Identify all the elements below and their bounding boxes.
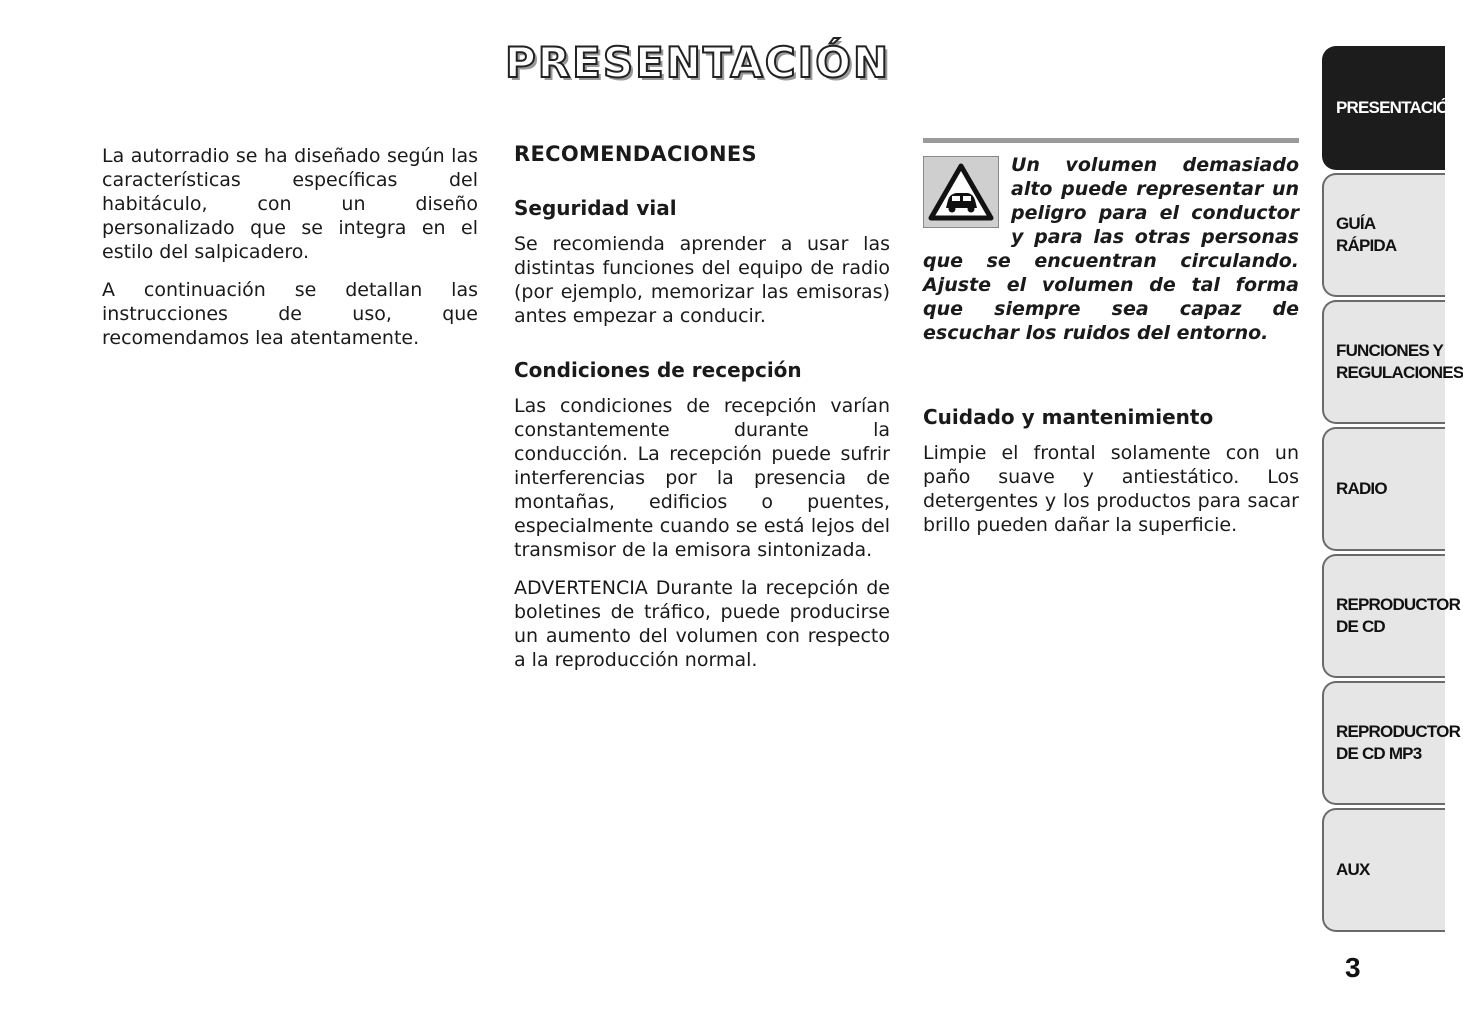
page-title: PRESENTACIÓN [505, 38, 891, 87]
car-warning-triangle-icon [923, 156, 999, 228]
tab-reproductor-cd[interactable]: REPRODUCTOR DE CD [1322, 554, 1445, 678]
section-heading: RECOMENDACIONES [514, 142, 757, 166]
tab-presentacion[interactable]: PRESENTACIÓN [1322, 46, 1445, 170]
tab-funciones-regulaciones[interactable]: FUNCIONES Y REGULACIONES [1322, 300, 1445, 424]
page-number: 3 [1345, 952, 1361, 983]
warning-text: Un volumen demasiado alto puede representar un peligro para el conductor y para las otras personas que se encuentran circulando. Ajuste el volumen de tal forma que siempre sea capaz de escuchar los ruidos del entorno. [923, 154, 1299, 344]
body-paragraph: Limpie el frontal solamente con un paño suave y antiestático. Los detergentes y los productos para sacar brillo pueden dañar la superficie. [923, 442, 1299, 536]
intro-paragraph: A continuación se detallan las instrucciones de uso, que recomendamos lea atentamente. [102, 279, 478, 349]
warning-box [923, 153, 1299, 345]
warning-column [923, 138, 1299, 551]
warning-divider [923, 138, 1299, 143]
body-paragraph: Se recomienda aprender a usar las distintas funciones del equipo de radio (por ejemplo, memorizar las emisoras) antes empezar a conducir. [514, 233, 890, 327]
tab-guia-rapida[interactable]: GUÍA RÁPIDA [1322, 173, 1445, 297]
chapter-tabs [1322, 46, 1463, 935]
recommendations-column [514, 142, 890, 686]
subsection-heading: Cuidado y mantenimiento [923, 405, 1214, 429]
intro-column [102, 144, 478, 364]
intro-paragraph: La autorradio se ha diseñado según las características específicas del habitáculo, con un diseño personalizado que se integra en el estilo del salpicadero. [102, 145, 478, 263]
tab-reproductor-cd-mp3[interactable]: REPRODUCTOR DE CD MP3 [1322, 681, 1445, 805]
advertencia-paragraph: ADVERTENCIA Durante la recepción de boletines de tráfico, puede producirse un aumento del volumen con respecto a la reproducción normal. [514, 577, 890, 671]
subsection-heading: Condiciones de recepción [514, 358, 802, 382]
tab-aux[interactable]: AUX [1322, 808, 1445, 932]
body-paragraph: Las condiciones de recepción varían constantemente durante la conducción. La recepción puede sufrir interferencias por la presencia de montañas, edificios o puentes, especialmente cuando se está lejos del transmisor de la emisora sintonizada. [514, 395, 890, 561]
subsection-heading: Seguridad vial [514, 196, 677, 220]
tab-radio[interactable]: RADIO [1322, 427, 1445, 551]
